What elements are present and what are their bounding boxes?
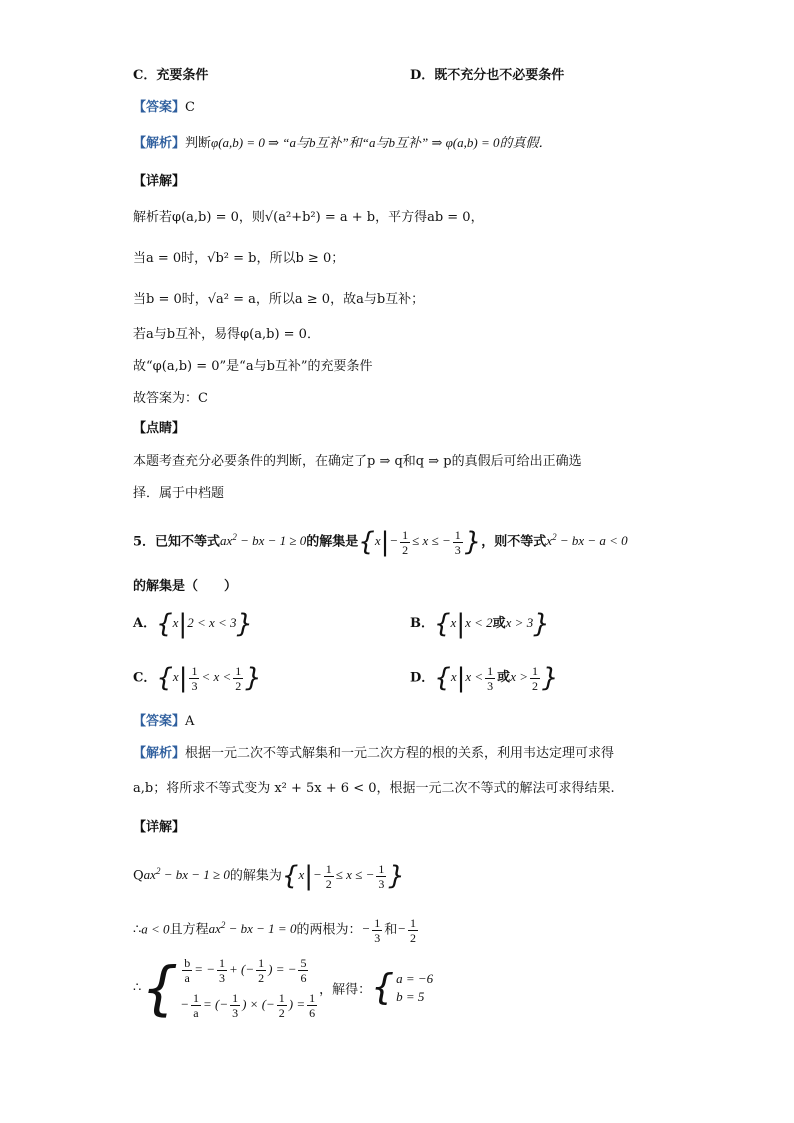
q5-step2-mid: 且方程 — [169, 922, 209, 938]
vieta-sum: $\frac{b}{a}$ = − $\frac{1}{3}$ + (− $\frac{1}{2}$ ) = − $\frac{5}{6}$ — [184, 956, 307, 985]
q4-comment-2: 择．属于中档题 — [133, 486, 225, 501]
q4-detail-4: 若a与b互补，易得φ(a,b) = 0． — [133, 327, 320, 342]
answer-tag: 【答案】 — [133, 100, 186, 115]
q5-result-system: { a = −6 b = 5 — [371, 967, 434, 1008]
q5-option-c — [133, 664, 262, 693]
q5-step-3 — [133, 956, 433, 1020]
q5-stem-line1 — [133, 528, 628, 557]
q4-detail-tag-line — [133, 173, 185, 191]
q5-detail-tag: 【详解】 — [133, 820, 186, 835]
q5-step1-mid: 的解集为 — [229, 868, 282, 884]
q5-step2-tail: 的两根为： — [296, 922, 362, 938]
q5-stem-part2: 的解集是 — [306, 534, 359, 550]
q5-step-1 — [133, 862, 405, 891]
option-d-label: D． — [410, 670, 435, 686]
q5-root1: − $\frac{1}{3}$ — [361, 916, 381, 945]
comment-tag: 【点睛】 — [133, 421, 186, 436]
option-c-prev: C．充要条件 — [133, 68, 209, 83]
q5-step1-expr: $ax^2$ − bx − 1 ≥ 0 — [143, 866, 230, 883]
q5-target-inequality: $x^2$ − bx − a < 0 — [546, 532, 628, 549]
analysis-tag: 【解析】 — [133, 136, 186, 151]
detail-tag: 【详解】 — [133, 174, 186, 189]
q4-detail-6: 故答案为：C — [133, 391, 208, 406]
q5-inequality: $ax^2$ − bx − 1 ≥ 0 — [220, 532, 307, 549]
q4-comment-1: 本题考查充分必要条件的判断，在确定了p ⇒ q和q ⇒ p的真假后可给出正确选 — [133, 454, 582, 469]
q5-answer-tag: 【答案】 — [133, 714, 186, 729]
q5-step3-prefix: ∴ — [133, 980, 142, 996]
q5-answer-line — [133, 713, 194, 731]
q5-step2-cond: a < 0 — [141, 921, 170, 937]
q5-stem-line2: 的解集是（ ） — [133, 579, 238, 594]
q5-step2-prefix: ∴ — [133, 922, 142, 938]
q5-step-2 — [133, 916, 420, 945]
result-a: a = −6 — [396, 971, 434, 986]
q5-step1-prefix: Q — [133, 868, 144, 884]
q4-detail-5: 故“φ(a,b) = 0”是“a与b互补”的充要条件 — [133, 359, 373, 374]
option-b-set: {x|x < 2或x > 3} — [434, 609, 550, 640]
q5-analysis-tag: 【解析】 — [133, 746, 186, 761]
q5-step2-eq: $ax^2$ − bx − 1 = 0 — [208, 920, 297, 937]
q4-detail-3: 当b = 0时，√a² = a，所以a ≥ 0，故a与b互补； — [133, 292, 425, 307]
q4-analysis-prefix: 判断 — [185, 136, 212, 151]
q4-analysis-line — [133, 134, 551, 153]
option-c-set: {x| $\frac{1}{3}$ < x < $\frac{1}{2}$ } — [156, 663, 262, 694]
q5-step1-set: {x|− $\frac{1}{2}$ ≤ x ≤ − $\frac{1}{3}$ } — [281, 861, 405, 892]
option-d-prev: D．既不充分也不必要条件 — [410, 68, 565, 83]
option-b-label: B． — [410, 616, 434, 631]
q5-vieta-system: { $\frac{b}{a}$ = − $\frac{1}{3}$ + (− $\frac{1}{2}$ ) = − $\frac{5}{6}$ − $\frac{1}{a}$ = (− $\frac{1}{3}$ ) × (− $\frac{1}{2}$ ) = $\frac{1}{6}$ — [141, 956, 319, 1020]
q5-step3-mid: ，解得： — [319, 982, 372, 998]
q5-answer: A — [185, 714, 195, 729]
q5-root2: − $\frac{1}{2}$ — [397, 916, 417, 945]
q5-stem-part1: 5．已知不等式 — [133, 534, 221, 550]
option-c-label: C． — [133, 670, 157, 686]
q5-solution-set: {x|− $\frac{1}{2}$ ≤ x ≤ − $\frac{1}{3}$ } — [358, 527, 482, 558]
q5-option-d — [410, 664, 559, 693]
option-a-label: A． — [133, 616, 157, 631]
q5-step2-and: 和 — [384, 922, 398, 938]
q5-stem-part3: ，则不等式 — [481, 534, 547, 550]
q5-analysis-line1 — [133, 745, 614, 763]
q5-option-a — [133, 609, 254, 640]
q5-option-b — [410, 609, 550, 640]
or-word-d: 或 — [497, 669, 511, 685]
q4-answer-line — [133, 99, 195, 117]
q4-answer: C — [185, 100, 195, 115]
option-a-set: {x|2 < x < 3} — [156, 609, 254, 640]
option-d-set: {x|x < $\frac{1}{3}$ 或x > $\frac{1}{2}$ } — [434, 663, 559, 694]
vieta-product: − $\frac{1}{a}$ = (− $\frac{1}{3}$ ) × (− $\frac{1}{2}$ ) = $\frac{1}{6}$ — [180, 991, 316, 1020]
q4-analysis-text: φ(a,b) = 0 ⇒ “a与b互补”和“a与b互补” ⇒ φ(a,b) = 0的真假． — [211, 135, 552, 150]
q5-analysis-line2: a,b；将所求不等式变为 x² + 5x + 6 < 0，根据一元二次不等式的解法可求得结果. — [133, 781, 615, 796]
q4-detail-2: 当a = 0时，√b² = b，所以b ≥ 0； — [133, 251, 345, 266]
or-word: 或 — [492, 615, 506, 630]
result-b: b = 5 — [396, 989, 425, 1004]
q5-analysis-text1: 根据一元二次不等式解集和一元二次方程的根的关系，利用韦达定理可求得 — [185, 746, 615, 761]
q4-detail-1: 解析若φ(a,b) = 0，则√(a²+b²) = a + b，平方得ab = 0， — [133, 210, 484, 225]
q4-comment-tag-line — [133, 420, 185, 438]
q5-detail-tag-line — [133, 819, 185, 837]
